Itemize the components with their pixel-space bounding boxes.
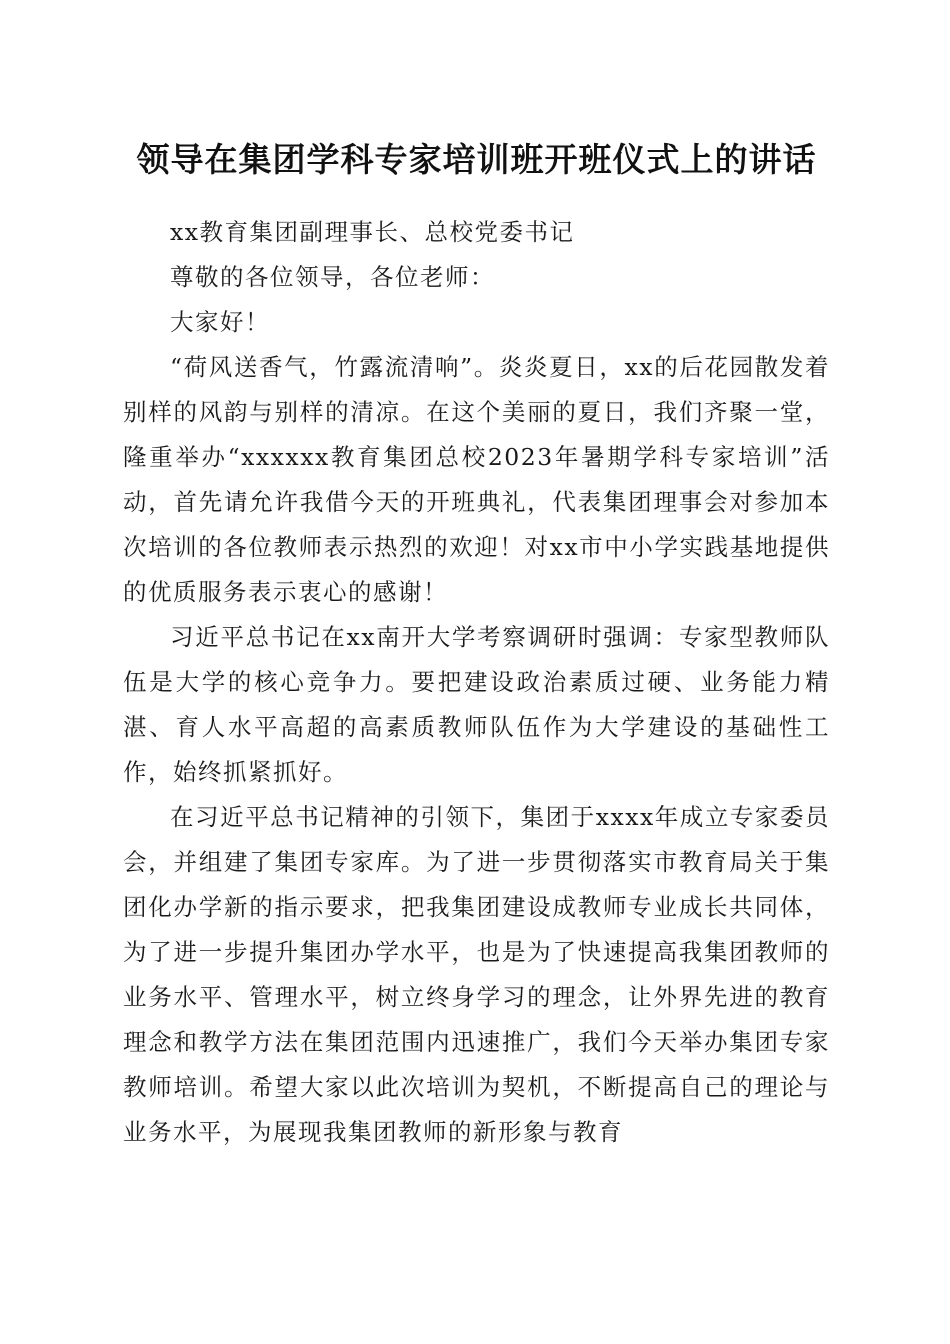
paragraph-opening: “荷风送香气，竹露流清响”。炎炎夏日，xx的后花园散发着别样的风韵与别样的清凉。在这个美丽的夏日，我们齐聚一堂，隆重举办“xxxxxx教育集团总校2023年暑期学科专家培训”活动，首先请允许我借今天的开班典礼，代表集团理事会对参加本次培训的各位教师表示热烈的欢迎！对xx市中小学实践基地提供的优质服务表示衷心的感谢！ [123,353,830,606]
paragraph-purpose: 在习近平总书记精神的引领下，集团于xxxx年成立专家委员会，并组建了集团专家库。为了进一步贯彻落实市教育局关于集团化办学新的指示要求，把我集团建设成教师专业成长共同体，为了进一步提升集团办学水平，也是为了快速提高我集团教师的业务水平、管理水平，树立终身学习的理念，让外界先进的教育理念和教学方法在集团范围内迅速推广，我们今天举办集团专家教师培训。希望大家以此次培训为契机，不断提高自己的理论与业务水平，为展现我集团教师的新形象与教育 [123,803,830,1146]
greeting: 大家好！ [170,308,270,336]
document-title: 领导在集团学科专家培训班开班仪式上的讲话 [136,140,817,179]
salutation: 尊敬的各位领导，各位老师： [170,263,495,291]
paragraph-quote: 习近平总书记在xx南开大学考察调研时强调：专家型教师队伍是大学的核心竞争力。要把建设政治素质过硬、业务能力精湛、育人水平高超的高素质教师队伍作为大学建设的基础性工作，始终抓紧抓好。 [123,623,830,786]
document-body [123,210,830,1155]
speaker-line: xx教育集团副理事长、总校党委书记 [170,218,575,246]
